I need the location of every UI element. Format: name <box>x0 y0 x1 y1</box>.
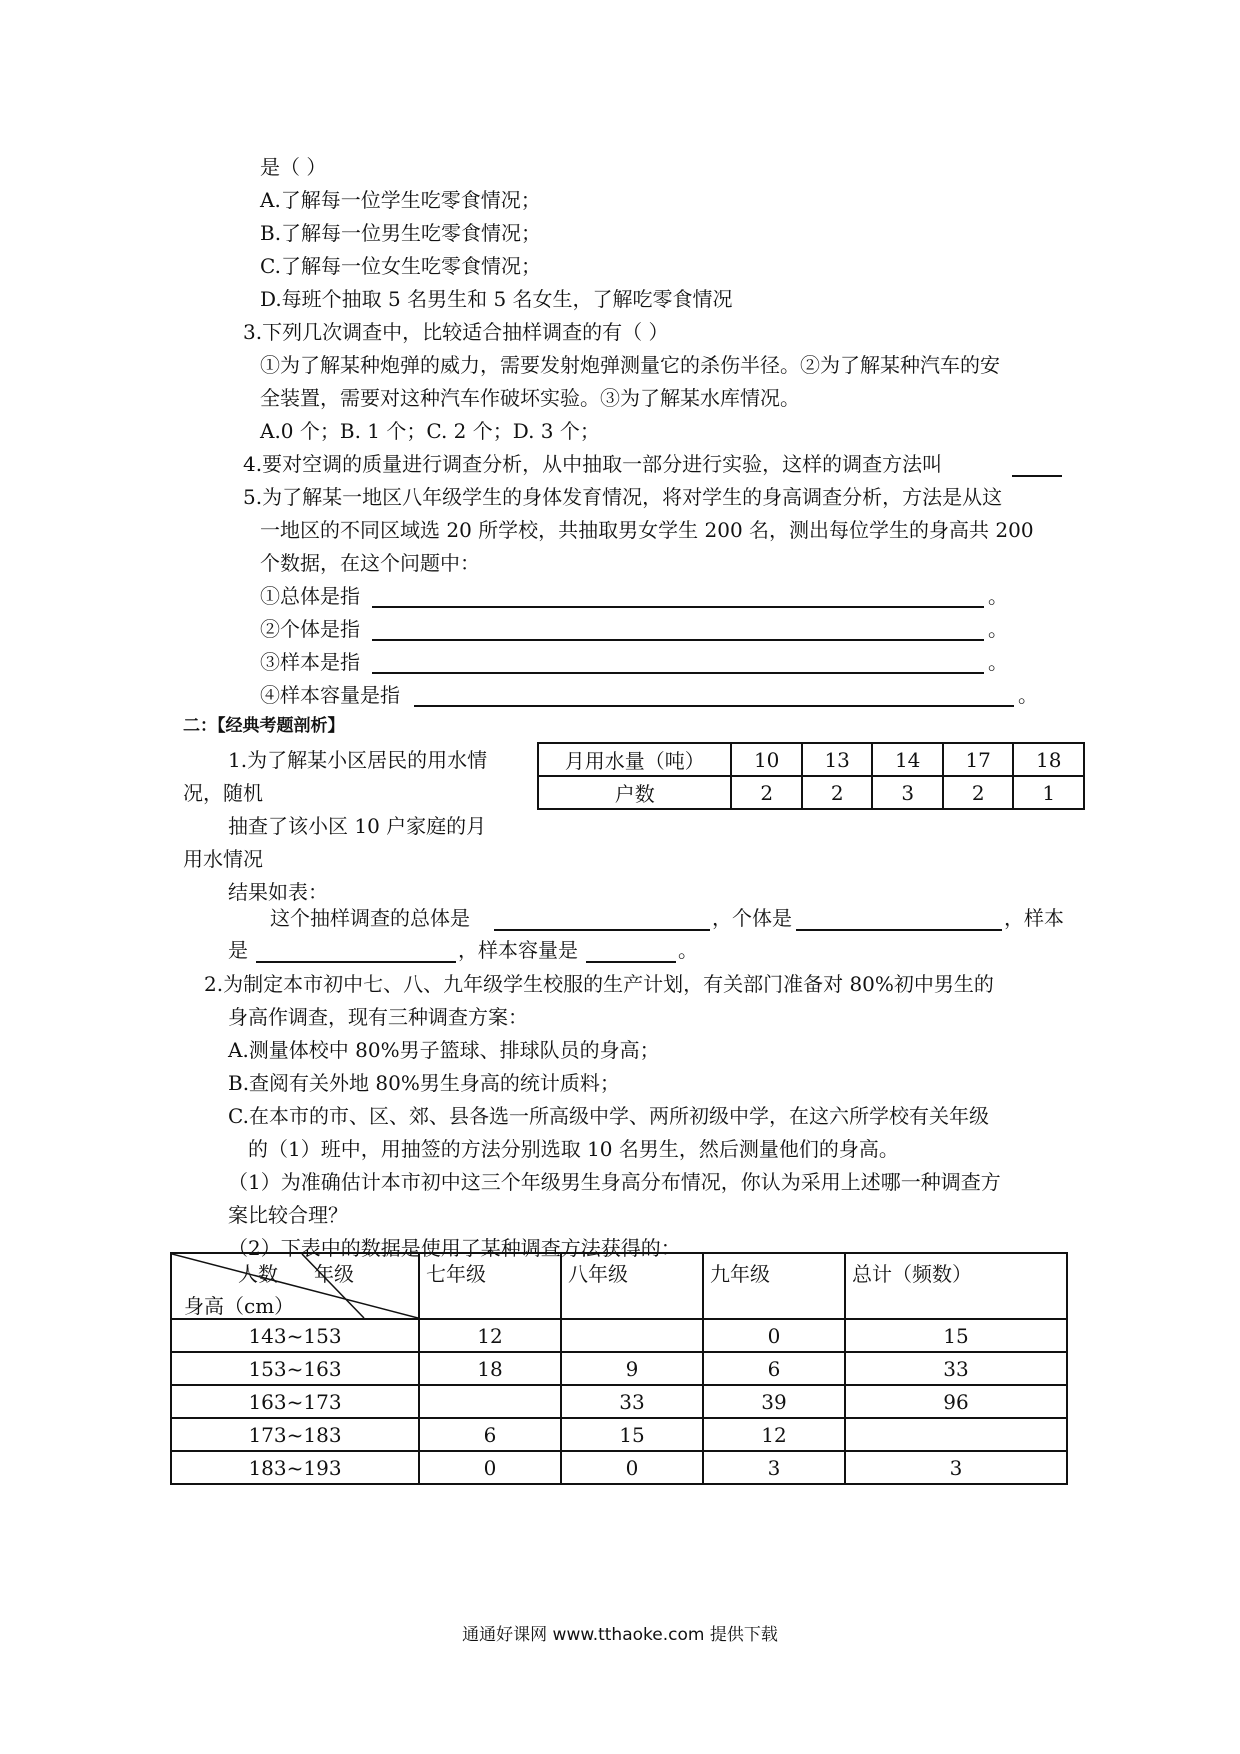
table-cell: 39 <box>703 1385 845 1418</box>
height-range-cell: 143~153 <box>171 1319 419 1352</box>
table-cell: 18 <box>419 1352 561 1385</box>
height-range-cell: 153~163 <box>171 1352 419 1385</box>
table-cell: 12 <box>703 1418 845 1451</box>
table-cell: 33 <box>561 1385 703 1418</box>
usage-row-label: 月用水量（吨） <box>538 743 731 776</box>
total-header: 总计（频数） <box>845 1253 1067 1319</box>
q5-end-2: 。 <box>988 617 1008 641</box>
ex2-line1: 2.为制定本市初中七、八、九年级学生校服的生产计划，有关部门准备对 80%初中男生的 <box>204 972 994 996</box>
q5-item-individual: ②个体是指 <box>260 617 360 641</box>
corner-header-cell <box>171 1253 419 1319</box>
table-cell: 0 <box>419 1451 561 1484</box>
q5-individual-blank[interactable] <box>372 639 984 641</box>
corner-height-label: 身高（cm） <box>184 1294 295 1318</box>
ex1-line2: 况，随机 <box>183 781 263 805</box>
usage-cell: 13 <box>802 743 873 776</box>
table-cell: 33 <box>845 1352 1067 1385</box>
q3-line2: 全装置，需要对这种汽车作破坏实验。③为了解某水库情况。 <box>260 386 800 410</box>
ex2-option-c2: 的（1）班中，用抽签的方法分别选取 10 名男生，然后测量他们的身高。 <box>248 1137 899 1161</box>
height-table <box>170 1252 1068 1485</box>
corner-people-label: 人数 <box>238 1262 278 1286</box>
usage-cell: 10 <box>731 743 802 776</box>
grade7-header: 七年级 <box>419 1253 561 1319</box>
table-cell <box>419 1385 561 1418</box>
q2-option-b: B.了解每一位男生吃零食情况； <box>260 221 542 245</box>
ex1-fill2-a: 是 <box>228 938 248 962</box>
households-cell: 2 <box>943 776 1014 809</box>
q2-option-c: C.了解每一位女生吃零食情况； <box>260 254 541 278</box>
table-cell: 12 <box>419 1319 561 1352</box>
grade8-header: 八年级 <box>561 1253 703 1319</box>
ex2-question2: （2）下表中的数据是使用了某种调查方法获得的： <box>228 1236 681 1260</box>
ex1-sample-blank[interactable] <box>256 961 456 963</box>
q5-sample-size-blank[interactable] <box>414 705 1014 707</box>
q3-stem: 3.下列几次调查中，比较适合抽样调查的有（ ） <box>243 320 669 344</box>
height-range-cell: 163~173 <box>171 1385 419 1418</box>
height-range-cell: 173~183 <box>171 1418 419 1451</box>
water-usage-table <box>537 742 1085 810</box>
section-heading: 二：【经典考题剖析】 <box>183 716 345 736</box>
table-cell: 96 <box>845 1385 1067 1418</box>
q5-population-blank[interactable] <box>372 606 984 608</box>
ex1-line3: 抽查了该小区 10 户家庭的月 <box>228 814 487 838</box>
q5-item-sample-size: ④样本容量是指 <box>260 683 400 707</box>
ex2-question1b: 案比较合理？ <box>228 1203 348 1227</box>
height-range-cell: 183~193 <box>171 1451 419 1484</box>
usage-cell: 18 <box>1013 743 1084 776</box>
ex1-fill1-c: ，样本 <box>1004 906 1064 930</box>
ex1-population-blank[interactable] <box>494 929 710 931</box>
q5-sample-blank[interactable] <box>372 672 984 674</box>
corner-grade-label: 年级 <box>314 1262 354 1286</box>
q5-line1: 5.为了解某一地区八年级学生的身体发育情况，将对学生的身高调查分析，方法是从这 <box>243 485 1003 509</box>
table-cell: 15 <box>561 1418 703 1451</box>
q4-stem: 4.要对空调的质量进行调查分析，从中抽取一部分进行实验，这样的调查方法叫 <box>243 452 943 476</box>
usage-cell: 17 <box>943 743 1014 776</box>
ex2-line2: 身高作调查，现有三种调查方案： <box>228 1005 528 1029</box>
ex1-sample-size-blank[interactable] <box>586 961 676 963</box>
q5-line3: 个数据，在这个问题中： <box>260 551 480 575</box>
ex2-option-c1: C.在本市的市、区、郊、县各选一所高级中学、两所初级中学，在这六所学校有关年级 <box>228 1104 989 1128</box>
table-cell <box>561 1319 703 1352</box>
q5-item-sample: ③样本是指 <box>260 650 360 674</box>
usage-cell: 14 <box>872 743 943 776</box>
table-cell: 3 <box>703 1451 845 1484</box>
ex2-option-b: B.查阅有关外地 80%男生身高的统计质料； <box>228 1071 620 1095</box>
ex1-fill1-a: 这个抽样调查的总体是 <box>270 906 470 930</box>
households-cell: 1 <box>1013 776 1084 809</box>
households-cell: 2 <box>731 776 802 809</box>
ex2-option-a: A.测量体校中 80%男子篮球、排球队员的身高； <box>228 1038 660 1062</box>
table-cell: 6 <box>703 1352 845 1385</box>
table-cell: 0 <box>703 1319 845 1352</box>
households-row-label: 户数 <box>538 776 731 809</box>
q5-end-1: 。 <box>988 584 1008 608</box>
ex1-individual-blank[interactable] <box>796 929 1002 931</box>
table-cell: 6 <box>419 1418 561 1451</box>
q3-options: A.0 个；B. 1 个；C. 2 个；D. 3 个； <box>260 419 600 443</box>
q2-stem-end: 是（ ） <box>260 155 327 179</box>
q5-end-3: 。 <box>988 650 1008 674</box>
table-cell: 9 <box>561 1352 703 1385</box>
q5-line2: 一地区的不同区域选 20 所学校，共抽取男女学生 200 名，测出每位学生的身高共 200 <box>260 518 1034 542</box>
table-cell: 0 <box>561 1451 703 1484</box>
q3-line1: ①为了解某种炮弹的威力，需要发射炮弹测量它的杀伤半径。②为了解某种汽车的安 <box>260 353 1000 377</box>
table-cell: 15 <box>845 1319 1067 1352</box>
ex1-line1: 1.为了解某小区居民的用水情 <box>228 748 488 772</box>
q2-option-a: A.了解每一位学生吃零食情况； <box>260 188 541 212</box>
households-cell: 3 <box>872 776 943 809</box>
ex2-question1a: （1）为准确估计本市初中这三个年级男生身高分布情况，你认为采用上述哪一种调查方 <box>228 1170 1001 1194</box>
ex1-fill2-c: 。 <box>678 938 698 962</box>
grade9-header: 九年级 <box>703 1253 845 1319</box>
q5-item-population: ①总体是指 <box>260 584 360 608</box>
ex1-fill2-b: ，样本容量是 <box>458 938 578 962</box>
ex1-line4: 用水情况 <box>183 847 263 871</box>
table-cell: 3 <box>845 1451 1067 1484</box>
ex1-line5: 结果如表： <box>228 880 328 904</box>
table-cell <box>845 1418 1067 1451</box>
q2-option-d: D.每班个抽取 5 名男生和 5 名女生，了解吃零食情况 <box>260 287 733 311</box>
ex1-fill1-b: ，个体是 <box>712 906 792 930</box>
page-footer: 通通好课网 www.tthaoke.com 提供下载 <box>462 1625 778 1645</box>
q5-end-4: 。 <box>1018 683 1038 707</box>
households-cell: 2 <box>802 776 873 809</box>
q4-answer-blank[interactable] <box>1012 475 1062 477</box>
